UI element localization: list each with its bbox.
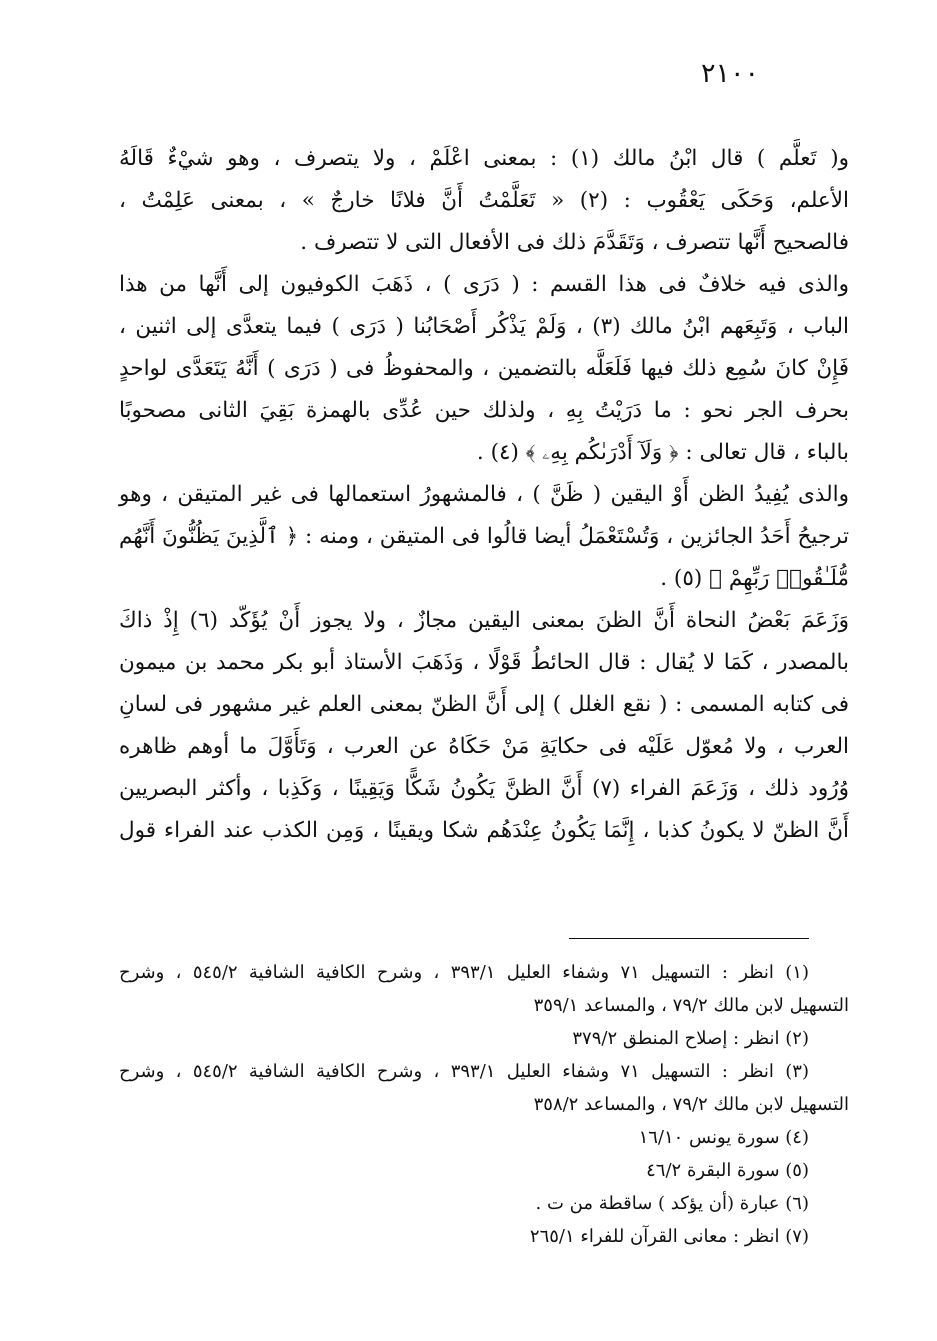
text-line: أَنَّ الظنّ لا يكونُ كذبا ، إِنَّمَا يَكُونُ عِنْدَهُم شكا ويقينًا ، وَمِن الكذب عند الفراء قول bbox=[119, 818, 849, 843]
text-line: وَزَعَمَ بَعْضُ النحاة أَنَّ الظنَ بمعنى اليقين مجازٌ ، ولا يجوز أَنْ يُؤَكّد (٦) إِذْ ذاكَ bbox=[119, 608, 849, 633]
text-line: الباب ، وَتَبِعَهم ابْنُ مالك (٣) ، وَلَمْ يَذْكُر أَصْحَابُنا ( دَرَى ) فيما يتعدَّى إلى اثنين ، bbox=[119, 314, 849, 339]
text-line: و( تَعلَّم ) قال ابْنُ مالك (١) : بمعنى اعْلَمْ ، ولا يتصرف ، وهو شيْءٌ قَالَهُ bbox=[119, 146, 849, 171]
text-line: بالباء ، قال تعالى : ﴿ وَلَآ أَدْرَىٰكُم بِهِۦ ﴾ (٤) . bbox=[476, 440, 849, 465]
main-text bbox=[119, 138, 849, 852]
text-line: بحرف الجر نحو : ما دَرَيْتُ بِهِ ، ولذلك حين عُدِّى بالهمزة بَقِيَ الثانى مصحوبًا bbox=[119, 398, 849, 423]
footnote-line: (٤) سورة يونس ١٦/١٠ bbox=[638, 1127, 809, 1148]
footnote-line: (٢) انظر : إصلاح المنطق ٣٧٩/٢ bbox=[572, 1028, 809, 1049]
footnote-line: (٦) عبارة (أن يؤكد ) ساقطة من ت . bbox=[535, 1193, 809, 1214]
footnote-line: (٣) انظر : التسهيل ٧١ وشفاء العليل ٣٩٣/١ ، وشرح الكافية الشافية ٥٤٥/٢ ، وشرح bbox=[119, 1061, 809, 1082]
text-line: الأعلم، وَحَكَى يَعْقُوب : (٢) « تَعَلَّمْتُ أَنَّ فلانًا خارجٌ » ، بمعنى عَلِمْتُ ، bbox=[119, 188, 849, 213]
footnote-line: (١) انظر : التسهيل ٧١ وشفاء العليل ٣٩٣/١ ، وشرح الكافية الشافية ٥٤٥/٢ ، وشرح bbox=[119, 962, 809, 983]
footnote-line: (٥) سورة البقرة ٤٦/٢ bbox=[646, 1160, 809, 1181]
text-line: والذى يُفِيدُ الظن أَوْ اليقين ( ظَنَّ ) ، فالمشهورُ استعمالها فى غير المتيقن ، وهو bbox=[119, 482, 849, 507]
footnote-line: التسهيل لابن مالك ٧٩/٢ ، والمساعد ٣٥٩/١ bbox=[533, 995, 849, 1016]
footnote-divider bbox=[569, 938, 809, 939]
text-line: والذى فيه خلافٌ فى هذا القسم : ( دَرَى ) ، ذَهَبَ الكوفيون إلى أَنَّها من هذا bbox=[119, 272, 849, 297]
footnotes bbox=[119, 956, 849, 1253]
page-number: ٢١٠٠ bbox=[700, 58, 759, 89]
text-line: وُرُود ذلك ، وَزَعَمَ الفراء (٧) أَنَّ الظنَّ يَكُونُ شَكًّا وَيَقِينًا ، وَكَذِبا ، وأكثر البصريين bbox=[119, 776, 849, 801]
footnote-line: التسهيل لابن مالك ٧٩/٢ ، والمساعد ٣٥٨/٢ bbox=[533, 1094, 849, 1115]
text-line: فالصحيح أَنَّها تتصرف ، وَتَقَدَّمَ ذلك فى الأفعال التى لا تتصرف . bbox=[300, 230, 849, 255]
text-line: ترجيحُ أَحَدُ الجائزين ، وَتُسْتَعْمَلُ أيضا قالُوا فى المتيقن ، ومنه : ﴿ ٱلَّذِينَ يَظُنُّونَ أَنَّهُم bbox=[119, 524, 849, 549]
text-line: فى كتابه المسمى : ( نقع الغلل ) إلى أَنَّ الظنّ بمعنى العلم غير مشهور فى لسانِ bbox=[119, 692, 849, 717]
text-line: العرب ، ولا مُعوّل عَلَيْه فى حكايَةِ مَنْ حَكَاهُ عن العرب ، وَتَأَوَّلَ ما أوهم ظاهره bbox=[119, 734, 849, 759]
text-line: فَإِنْ كانَ سُمِع ذلك فيها فَلَعَلَّه بالتضمين ، والمحفوظُ فى ( دَرَى ) أَنَّهُ يَتَعَدَّى لواحدٍ bbox=[119, 356, 849, 381]
text-line: بالمصدر ، كَمَا لا يُقال : قال الحائطُ قَوْلًا ، وَذَهَبَ الأستاذ أبو بكر محمد بن ميمون bbox=[119, 650, 849, 675]
text-line: مُّلَـٰقُوا۟ رَبِّهِمْ ﴾ (٥) . bbox=[660, 566, 849, 591]
footnote-line: (٧) انظر : معانى القرآن للفراء ٢٦٥/١ bbox=[529, 1226, 809, 1247]
